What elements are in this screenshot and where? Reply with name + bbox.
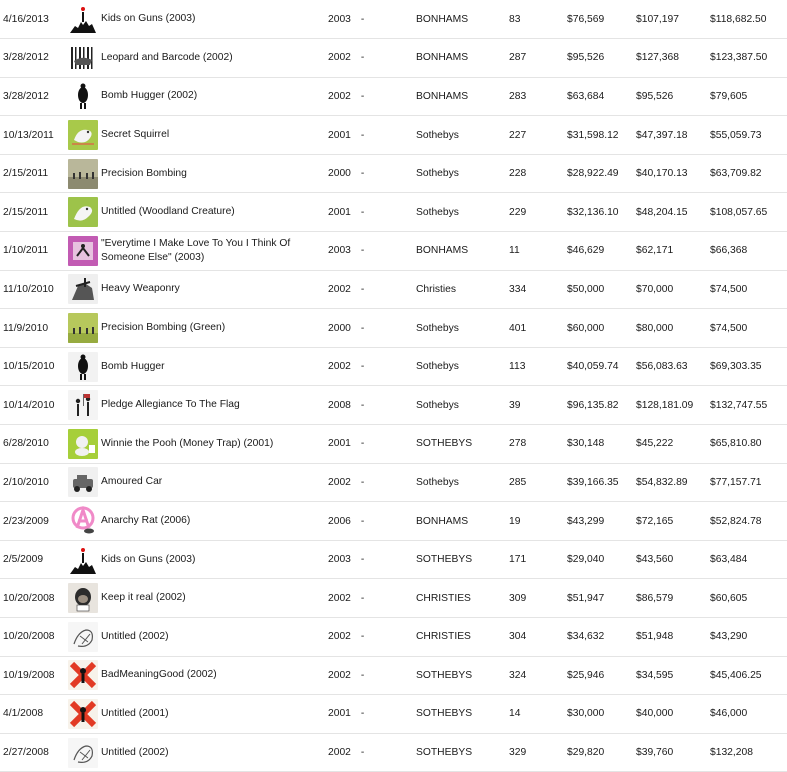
artwork-title-cell [101, 425, 328, 464]
auction-house-cell: CHRISTIES [416, 618, 509, 657]
low-estimate-cell: $28,922.49 [567, 154, 636, 193]
sale-date-cell: 6/28/2010 [0, 425, 67, 464]
thumbnail-cell [67, 347, 101, 386]
year-text: 2001 [328, 129, 351, 141]
kids-on-guns-icon[interactable] [68, 545, 98, 575]
lot-number-cell: 11 [509, 232, 567, 271]
table-row [0, 695, 787, 734]
year-range-dash: - [360, 631, 365, 643]
sale-date-cell: 3/28/2012 [0, 39, 67, 78]
low-estimate-cell: $76,569 [567, 0, 636, 39]
thumbnail-cell [67, 193, 101, 232]
artwork-title-link[interactable]: Heavy Weaponry [101, 283, 180, 295]
sale-price-cell: $132,747.55 [710, 386, 787, 425]
artwork-title-link[interactable]: Precision Bombing (Green) [101, 322, 226, 334]
artwork-year-cell [328, 154, 416, 193]
table-row [0, 39, 787, 78]
auction-house-cell: BONHAMS [416, 502, 509, 541]
table-row [0, 579, 787, 618]
sale-date-cell: 2/5/2009 [0, 540, 67, 579]
artwork-title-cell [101, 309, 328, 348]
sale-price-cell: $52,824.78 [710, 502, 787, 541]
high-estimate-cell: $70,000 [636, 270, 710, 309]
high-estimate-cell: $45,222 [636, 425, 710, 464]
sale-date-cell: 11/10/2010 [0, 270, 67, 309]
thumbnail-cell [67, 386, 101, 425]
high-estimate-cell: $127,368 [636, 39, 710, 78]
high-estimate-cell: $62,171 [636, 232, 710, 271]
thumbnail-cell [67, 733, 101, 772]
high-estimate-cell: $43,560 [636, 540, 710, 579]
high-estimate-cell: $72,165 [636, 502, 710, 541]
artwork-title-link[interactable]: Amoured Car [101, 476, 163, 488]
low-estimate-cell: $29,040 [567, 540, 636, 579]
artwork-title-cell [101, 39, 328, 78]
sale-price-cell: $74,500 [710, 270, 787, 309]
high-estimate-cell: $40,170.13 [636, 154, 710, 193]
year-text: 2002 [328, 592, 351, 604]
sale-date-cell: 10/15/2010 [0, 347, 67, 386]
year-range-dash: - [360, 669, 365, 681]
artwork-year-cell [328, 386, 416, 425]
year-text: 2001 [328, 206, 351, 218]
year-range-dash: - [360, 361, 365, 373]
table-row [0, 77, 787, 116]
artwork-title-cell [101, 386, 328, 425]
year-text: 2002 [328, 283, 351, 295]
low-estimate-cell: $95,526 [567, 39, 636, 78]
low-estimate-cell: $30,000 [567, 695, 636, 734]
artwork-title-cell [101, 232, 328, 271]
sale-price-cell: $55,059.73 [710, 116, 787, 155]
year-range-dash: - [360, 283, 365, 295]
thumbnail-cell [67, 77, 101, 116]
lot-number-cell: 171 [509, 540, 567, 579]
sale-date-cell: 1/10/2011 [0, 232, 67, 271]
sale-price-cell: $46,000 [710, 695, 787, 734]
thumbnail-cell [67, 425, 101, 464]
artwork-year-cell [328, 733, 416, 772]
low-estimate-cell: $40,059.74 [567, 347, 636, 386]
sale-date-cell: 2/15/2011 [0, 154, 67, 193]
artwork-year-cell [328, 579, 416, 618]
kids-on-guns-icon[interactable] [68, 4, 98, 34]
sale-price-cell: $63,484 [710, 540, 787, 579]
artwork-title-cell [101, 540, 328, 579]
auction-house-cell: Sothebys [416, 309, 509, 348]
sale-date-cell: 4/1/2008 [0, 695, 67, 734]
thumbnail-cell [67, 618, 101, 657]
table-row [0, 232, 787, 271]
sale-price-cell: $66,368 [710, 232, 787, 271]
year-range-dash: - [360, 554, 365, 566]
sale-price-cell: $108,057.65 [710, 193, 787, 232]
artwork-title-link[interactable]: Pledge Allegiance To The Flag [101, 399, 240, 411]
low-estimate-cell: $50,000 [567, 270, 636, 309]
low-estimate-cell: $60,000 [567, 309, 636, 348]
year-range-dash: - [360, 129, 365, 141]
bomb-hugger-icon[interactable] [68, 81, 98, 111]
sale-date-cell: 2/27/2008 [0, 733, 67, 772]
low-estimate-cell: $51,947 [567, 579, 636, 618]
sale-price-cell: $45,406.25 [710, 656, 787, 695]
sale-price-cell: $65,810.80 [710, 425, 787, 464]
red-cross-figure-icon[interactable] [68, 660, 98, 690]
lot-number-cell: 304 [509, 618, 567, 657]
squirrel-icon[interactable] [68, 120, 98, 150]
auction-house-cell: SOTHEBYS [416, 425, 509, 464]
table-row [0, 270, 787, 309]
high-estimate-cell: $128,181.09 [636, 386, 710, 425]
artwork-title-cell [101, 347, 328, 386]
low-estimate-cell: $46,629 [567, 232, 636, 271]
lot-number-cell: 19 [509, 502, 567, 541]
artwork-year-cell [328, 39, 416, 78]
year-range-dash: - [360, 476, 365, 488]
high-estimate-cell: $47,397.18 [636, 116, 710, 155]
low-estimate-cell: $30,148 [567, 425, 636, 464]
lot-number-cell: 229 [509, 193, 567, 232]
thumbnail-cell [67, 270, 101, 309]
woodland-creature-icon[interactable] [68, 197, 98, 227]
auction-house-cell: BONHAMS [416, 0, 509, 39]
table-row [0, 618, 787, 657]
year-text: 2002 [328, 476, 351, 488]
low-estimate-cell: $31,598.12 [567, 116, 636, 155]
sale-price-cell: $43,290 [710, 618, 787, 657]
auction-house-cell: Sothebys [416, 154, 509, 193]
sale-date-cell: 4/16/2013 [0, 0, 67, 39]
sale-price-cell: $63,709.82 [710, 154, 787, 193]
artwork-title-cell [101, 656, 328, 695]
precision-bombing-icon[interactable] [68, 159, 98, 189]
table-row [0, 656, 787, 695]
sale-date-cell: 10/14/2010 [0, 386, 67, 425]
sale-price-cell: $60,605 [710, 579, 787, 618]
artwork-year-cell [328, 347, 416, 386]
low-estimate-cell: $29,820 [567, 733, 636, 772]
lot-number-cell: 228 [509, 154, 567, 193]
artwork-title-link[interactable]: Keep it real (2002) [101, 592, 186, 604]
artwork-year-cell [328, 695, 416, 734]
auction-house-cell: Christies [416, 270, 509, 309]
table-row [0, 309, 787, 348]
year-text: 2002 [328, 52, 351, 64]
heavy-weaponry-icon[interactable] [68, 274, 98, 304]
table-row [0, 502, 787, 541]
lot-number-cell: 329 [509, 733, 567, 772]
thumbnail-cell [67, 579, 101, 618]
year-text: 2003 [328, 554, 351, 566]
thumbnail-cell [67, 502, 101, 541]
artwork-year-cell [328, 77, 416, 116]
thumbnail-cell [67, 695, 101, 734]
artwork-title-link[interactable]: Untitled (2002) [101, 746, 169, 758]
year-range-dash: - [360, 168, 365, 180]
sale-price-cell: $123,387.50 [710, 39, 787, 78]
artwork-year-cell [328, 116, 416, 155]
thumbnail-cell [67, 656, 101, 695]
artwork-title-link[interactable]: Anarchy Rat (2006) [101, 515, 191, 527]
sale-price-cell: $74,500 [710, 309, 787, 348]
artwork-year-cell [328, 270, 416, 309]
lot-number-cell: 278 [509, 425, 567, 464]
thumbnail-cell [67, 0, 101, 39]
precision-bombing-green-icon[interactable] [68, 313, 98, 343]
year-range-dash: - [360, 90, 365, 102]
artwork-year-cell [328, 540, 416, 579]
sale-price-cell: $132,208 [710, 733, 787, 772]
artwork-year-cell [328, 463, 416, 502]
lot-number-cell: 283 [509, 77, 567, 116]
lot-number-cell: 39 [509, 386, 567, 425]
artwork-title-cell [101, 77, 328, 116]
table-row [0, 0, 787, 39]
high-estimate-cell: $34,595 [636, 656, 710, 695]
year-text: 2003 [328, 13, 351, 25]
auction-house-cell: Sothebys [416, 386, 509, 425]
auction-house-cell: SOTHEBYS [416, 695, 509, 734]
chimp-icon[interactable] [68, 583, 98, 613]
year-text: 2000 [328, 168, 351, 180]
year-range-dash: - [360, 747, 365, 759]
sale-date-cell: 3/28/2012 [0, 77, 67, 116]
high-estimate-cell: $48,204.15 [636, 193, 710, 232]
lot-number-cell: 113 [509, 347, 567, 386]
table-row [0, 540, 787, 579]
high-estimate-cell: $51,948 [636, 618, 710, 657]
auction-house-cell: SOTHEBYS [416, 733, 509, 772]
low-estimate-cell: $32,136.10 [567, 193, 636, 232]
auction-house-cell: Sothebys [416, 193, 509, 232]
sale-date-cell: 10/19/2008 [0, 656, 67, 695]
lot-number-cell: 287 [509, 39, 567, 78]
artwork-title-link[interactable]: Bomb Hugger (2002) [101, 90, 198, 102]
artwork-title-cell [101, 733, 328, 772]
table-row [0, 347, 787, 386]
artwork-title-link[interactable]: Untitled (2001) [101, 707, 169, 719]
lot-number-cell: 324 [509, 656, 567, 695]
artwork-title-cell [101, 154, 328, 193]
love-print-icon[interactable] [68, 236, 98, 266]
high-estimate-cell: $95,526 [636, 77, 710, 116]
thumbnail-cell [67, 154, 101, 193]
high-estimate-cell: $80,000 [636, 309, 710, 348]
artwork-title-cell [101, 0, 328, 39]
lot-number-cell: 401 [509, 309, 567, 348]
thumbnail-cell [67, 39, 101, 78]
artwork-year-cell [328, 309, 416, 348]
artwork-year-cell [328, 232, 416, 271]
artwork-year-cell [328, 425, 416, 464]
year-range-dash: - [360, 438, 365, 450]
year-range-dash: - [360, 708, 365, 720]
anarchy-rat-icon[interactable] [68, 506, 98, 536]
artwork-title-link[interactable]: Kids on Guns (2003) [101, 553, 196, 565]
low-estimate-cell: $25,946 [567, 656, 636, 695]
table-row [0, 193, 787, 232]
table-row [0, 733, 787, 772]
year-range-dash: - [360, 322, 365, 334]
year-range-dash: - [360, 399, 365, 411]
bomb-hugger-icon[interactable] [68, 352, 98, 382]
artwork-title-cell [101, 270, 328, 309]
artwork-title-cell [101, 193, 328, 232]
high-estimate-cell: $56,083.63 [636, 347, 710, 386]
winnie-pooh-icon[interactable] [68, 429, 98, 459]
artwork-title-cell [101, 502, 328, 541]
year-text: 2001 [328, 708, 351, 720]
year-text: 2008 [328, 399, 351, 411]
leopard-barcode-icon[interactable] [68, 43, 98, 73]
low-estimate-cell: $63,684 [567, 77, 636, 116]
high-estimate-cell: $40,000 [636, 695, 710, 734]
artwork-title-link[interactable]: "Everytime I Make Love To You I Think Of Someone Else" (2003) [101, 237, 291, 263]
thumbnail-cell [67, 232, 101, 271]
year-range-dash: - [360, 592, 365, 604]
artwork-title-link[interactable]: Kids on Guns (2003) [101, 13, 196, 25]
artwork-title-cell [101, 116, 328, 155]
artwork-title-link[interactable]: Leopard and Barcode (2002) [101, 51, 233, 63]
sale-date-cell: 10/20/2008 [0, 579, 67, 618]
thumbnail-cell [67, 463, 101, 502]
artwork-title-link[interactable]: Secret Squirrel [101, 129, 170, 141]
table-row [0, 116, 787, 155]
pledge-flag-icon[interactable] [68, 390, 98, 420]
auction-house-cell: BONHAMS [416, 39, 509, 78]
sale-price-cell: $77,157.71 [710, 463, 787, 502]
auction-house-cell: Sothebys [416, 463, 509, 502]
table-row [0, 386, 787, 425]
year-range-dash: - [360, 13, 365, 25]
low-estimate-cell: $43,299 [567, 502, 636, 541]
artwork-title-link[interactable]: BadMeaningGood (2002) [101, 669, 217, 681]
year-range-dash: - [360, 515, 365, 527]
sale-date-cell: 2/23/2009 [0, 502, 67, 541]
year-text: 2002 [328, 90, 351, 102]
year-text: 2006 [328, 515, 351, 527]
year-text: 2002 [328, 361, 351, 373]
sale-date-cell: 11/9/2010 [0, 309, 67, 348]
sale-price-cell: $79,605 [710, 77, 787, 116]
artwork-title-cell [101, 579, 328, 618]
year-text: 2001 [328, 438, 351, 450]
sale-date-cell: 10/20/2008 [0, 618, 67, 657]
artwork-year-cell [328, 502, 416, 541]
auction-house-cell: SOTHEBYS [416, 656, 509, 695]
auction-house-cell: SOTHEBYS [416, 540, 509, 579]
thumbnail-cell [67, 309, 101, 348]
auction-house-cell: BONHAMS [416, 232, 509, 271]
lot-number-cell: 309 [509, 579, 567, 618]
year-text: 2002 [328, 669, 351, 681]
artwork-title-cell [101, 695, 328, 734]
high-estimate-cell: $86,579 [636, 579, 710, 618]
artwork-title-cell [101, 463, 328, 502]
artwork-year-cell [328, 618, 416, 657]
sale-date-cell: 10/13/2011 [0, 116, 67, 155]
year-range-dash: - [360, 206, 365, 218]
lot-number-cell: 227 [509, 116, 567, 155]
table-row [0, 425, 787, 464]
year-range-dash: - [360, 245, 365, 257]
artwork-year-cell [328, 193, 416, 232]
sale-date-cell: 2/10/2010 [0, 463, 67, 502]
artwork-title-link[interactable]: Untitled (Woodland Creature) [101, 206, 235, 218]
table-row [0, 154, 787, 193]
low-estimate-cell: $39,166.35 [567, 463, 636, 502]
artwork-year-cell [328, 656, 416, 695]
sale-price-cell: $118,682.50 [710, 0, 787, 39]
thumbnail-cell [67, 540, 101, 579]
lot-number-cell: 334 [509, 270, 567, 309]
low-estimate-cell: $96,135.82 [567, 386, 636, 425]
table-row [0, 463, 787, 502]
red-cross-figure-icon[interactable] [68, 699, 98, 729]
artwork-title-link[interactable]: Bomb Hugger [101, 360, 165, 372]
year-text: 2002 [328, 747, 351, 759]
auction-house-cell: Sothebys [416, 347, 509, 386]
auction-house-cell: Sothebys [416, 116, 509, 155]
armoured-car-icon[interactable] [68, 467, 98, 497]
lot-number-cell: 14 [509, 695, 567, 734]
lot-number-cell: 83 [509, 0, 567, 39]
sketch-figure-icon[interactable] [68, 622, 98, 652]
high-estimate-cell: $107,197 [636, 0, 710, 39]
year-text: 2003 [328, 245, 351, 257]
sketch-figure-icon[interactable] [68, 738, 98, 768]
artwork-title-link[interactable]: Winnie the Pooh (Money Trap) (2001) [101, 437, 274, 449]
thumbnail-cell [67, 116, 101, 155]
artwork-title-link[interactable]: Untitled (2002) [101, 630, 169, 642]
low-estimate-cell: $34,632 [567, 618, 636, 657]
high-estimate-cell: $54,832.89 [636, 463, 710, 502]
year-text: 2002 [328, 631, 351, 643]
sale-date-cell: 2/15/2011 [0, 193, 67, 232]
high-estimate-cell: $39,760 [636, 733, 710, 772]
sale-price-cell: $69,303.35 [710, 347, 787, 386]
year-range-dash: - [360, 52, 365, 64]
artwork-title-cell [101, 618, 328, 657]
artwork-year-cell [328, 0, 416, 39]
year-text: 2000 [328, 322, 351, 334]
auction-house-cell: CHRISTIES [416, 579, 509, 618]
lot-number-cell: 285 [509, 463, 567, 502]
artwork-title-link[interactable]: Precision Bombing [101, 167, 187, 179]
auction-house-cell: BONHAMS [416, 77, 509, 116]
